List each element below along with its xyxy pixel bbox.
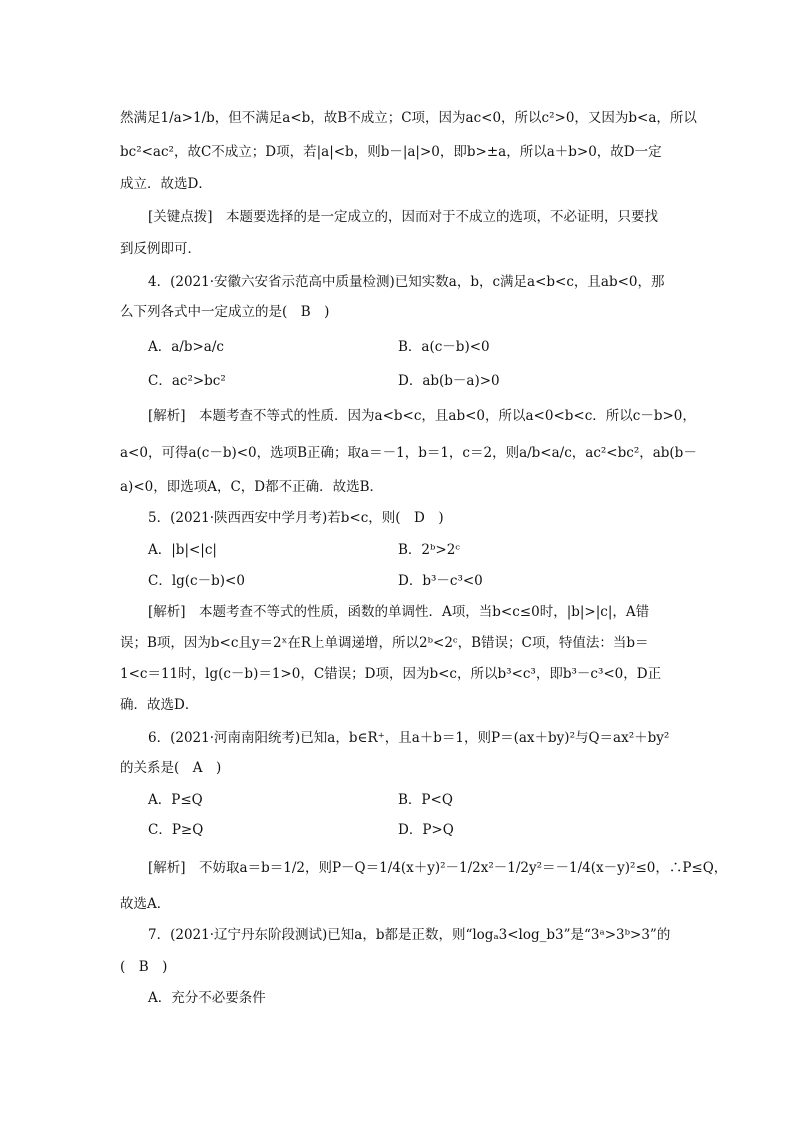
option-c: C．ac²>bc² [148,373,226,389]
option-b: B．2ᵇ>2ᶜ [398,542,460,558]
key-point-label: [关键点拨] 本题要选择的是一定成立的，因而对于不成立的选项，不必证明，只要找 [148,209,659,225]
text-line: 的关系是( A ) [120,760,222,776]
option-d: D．b³－c³<0 [398,573,483,589]
text-line: a)<0，即选项A，C，D都不正确．故选B． [120,479,384,495]
option-d: D．ab(b－a)>0 [398,373,500,389]
analysis-label: [解析] 本题考查不等式的性质，函数的单调性．A项，当b<c≤0时，|b|>|c|，A错 [148,604,650,620]
option-c: C．P≥Q [148,822,204,838]
text-line: bc²<ac²，故C不成立；D项，若|a|<b，则b－|a|>0，即b>±a，所以a＋b>0，故D一定 [120,144,662,160]
analysis-label: [解析] 本题考查不等式的性质．因为a<b<c，且ab<0，所以a<0<b<c．所以c－b>0， [148,408,696,424]
option-b: B．a(c－b)<0 [398,339,490,355]
text-line: 误；B项，因为b<c且y＝2ˣ在R上单调递增，所以2ᵇ<2ᶜ，B错误；C项，特值法：当b＝ [120,635,649,651]
option-a: A．P≤Q [148,792,203,808]
text-line: 到反例即可． [120,241,201,257]
option-a: A．|b|<|c| [148,542,217,558]
text-line: 确．故选D． [120,697,199,713]
question-5: 5．(2021·陕西西安中学月考)若b<c，则( D ) [148,510,444,526]
text-line: 然满足1/a>1/b，但不满足a<b，故B不成立；C项，因为ac<0，所以c²>0，又因为b<a，所以 [120,110,697,126]
option-d: D．P>Q [398,822,454,838]
option-a: A．a/b>a/c [148,339,224,355]
text-line: 1<c＝11时，lg(c－b)＝1>0，C错误；D项，因为b<c，所以b³<c³，即b³－c³<0，D正 [120,666,662,682]
text-line: ( B ) [120,959,168,975]
option-a: A．充分不必要条件 [148,990,266,1006]
option-b: B．P<Q [398,792,453,808]
question-6: 6．(2021·河南南阳统考)已知a，b∈R⁺，且a＋b＝1，则P＝(ax＋by)²与Q＝ax²＋by² [148,730,670,746]
text-line: 故选A． [120,896,171,912]
question-4: 4．(2021·安徽六安省示范高中质量检测)已知实数a，b，c满足a<b<c，且ab<0，那 [148,274,665,290]
text-line: a<0，可得a(c－b)<0，选项B正确；取a＝－1，b＝1，c＝2，则a/b<a/c，ac²<bc²，ab(b－ [120,445,697,461]
analysis-label: [解析] 不妨取a＝b＝1/2，则P－Q＝1/4(x＋y)²－1/2x²－1/2y²＝－1/4(x－y)²≤0，∴P≤Q， [148,860,728,876]
text-line: 么下列各式中一定成立的是( B ) [120,304,330,320]
text-line: 成立．故选D． [120,176,212,192]
option-c: C．lg(c－b)<0 [148,573,245,589]
question-7: 7．(2021·辽宁丹东阶段测试)已知a，b都是正数，则“logₐ3<log_b3”是“3ᵃ>3ᵇ>3”的 [148,927,671,943]
